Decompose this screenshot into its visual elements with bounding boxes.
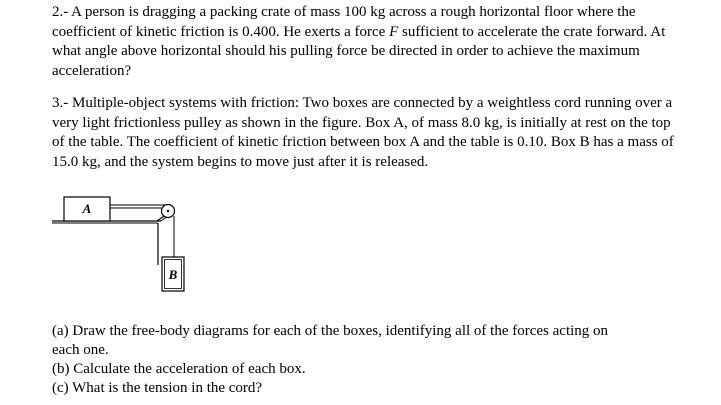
part-b: (b) Calculate the acceleration of each box. [52, 361, 306, 377]
table [52, 221, 161, 265]
problem-2-text-end: sufficient to accelerate the crate forward. At what angle above horizontal should his pulling force be directed in order to achieve the maximum acceleration? [52, 23, 666, 79]
box-b [162, 257, 184, 291]
part-c: (c) What is the tension in the cord? [52, 380, 263, 396]
pulley-figure [50, 190, 190, 300]
problem-3-text: 3.- Multiple-object systems with friction: Two boxes are connected by a weightless cord running over a very light frictionless pulley as shown in the figure. Box A, of mass 8.0 kg, is initially at rest on the top of the table. The coefficient of kinetic friction between box A and the table is 0.10. Box B has a mass of 15.0 kg, and the system begins to move just after it is released. [52, 95, 674, 170]
problem-2-text-start: 2.- A person is dragging a packing crate of mass 100 kg across a rough horizontal floor where the coefficient of kinetic friction is 0.400. He exerts a force [52, 4, 636, 40]
part-a-line-1: (a) Draw the free-body diagrams for each of the boxes, identifying all of the forces acting on [52, 323, 609, 339]
problem-2-text [52, 3, 682, 81]
box-a-label: A [82, 201, 92, 216]
part-a-line-2: each one. [52, 342, 109, 358]
box-b-label: B [168, 267, 178, 282]
force-symbol: F [389, 23, 399, 40]
question-parts [52, 322, 682, 398]
pulley [162, 205, 175, 218]
box-a [64, 197, 110, 221]
